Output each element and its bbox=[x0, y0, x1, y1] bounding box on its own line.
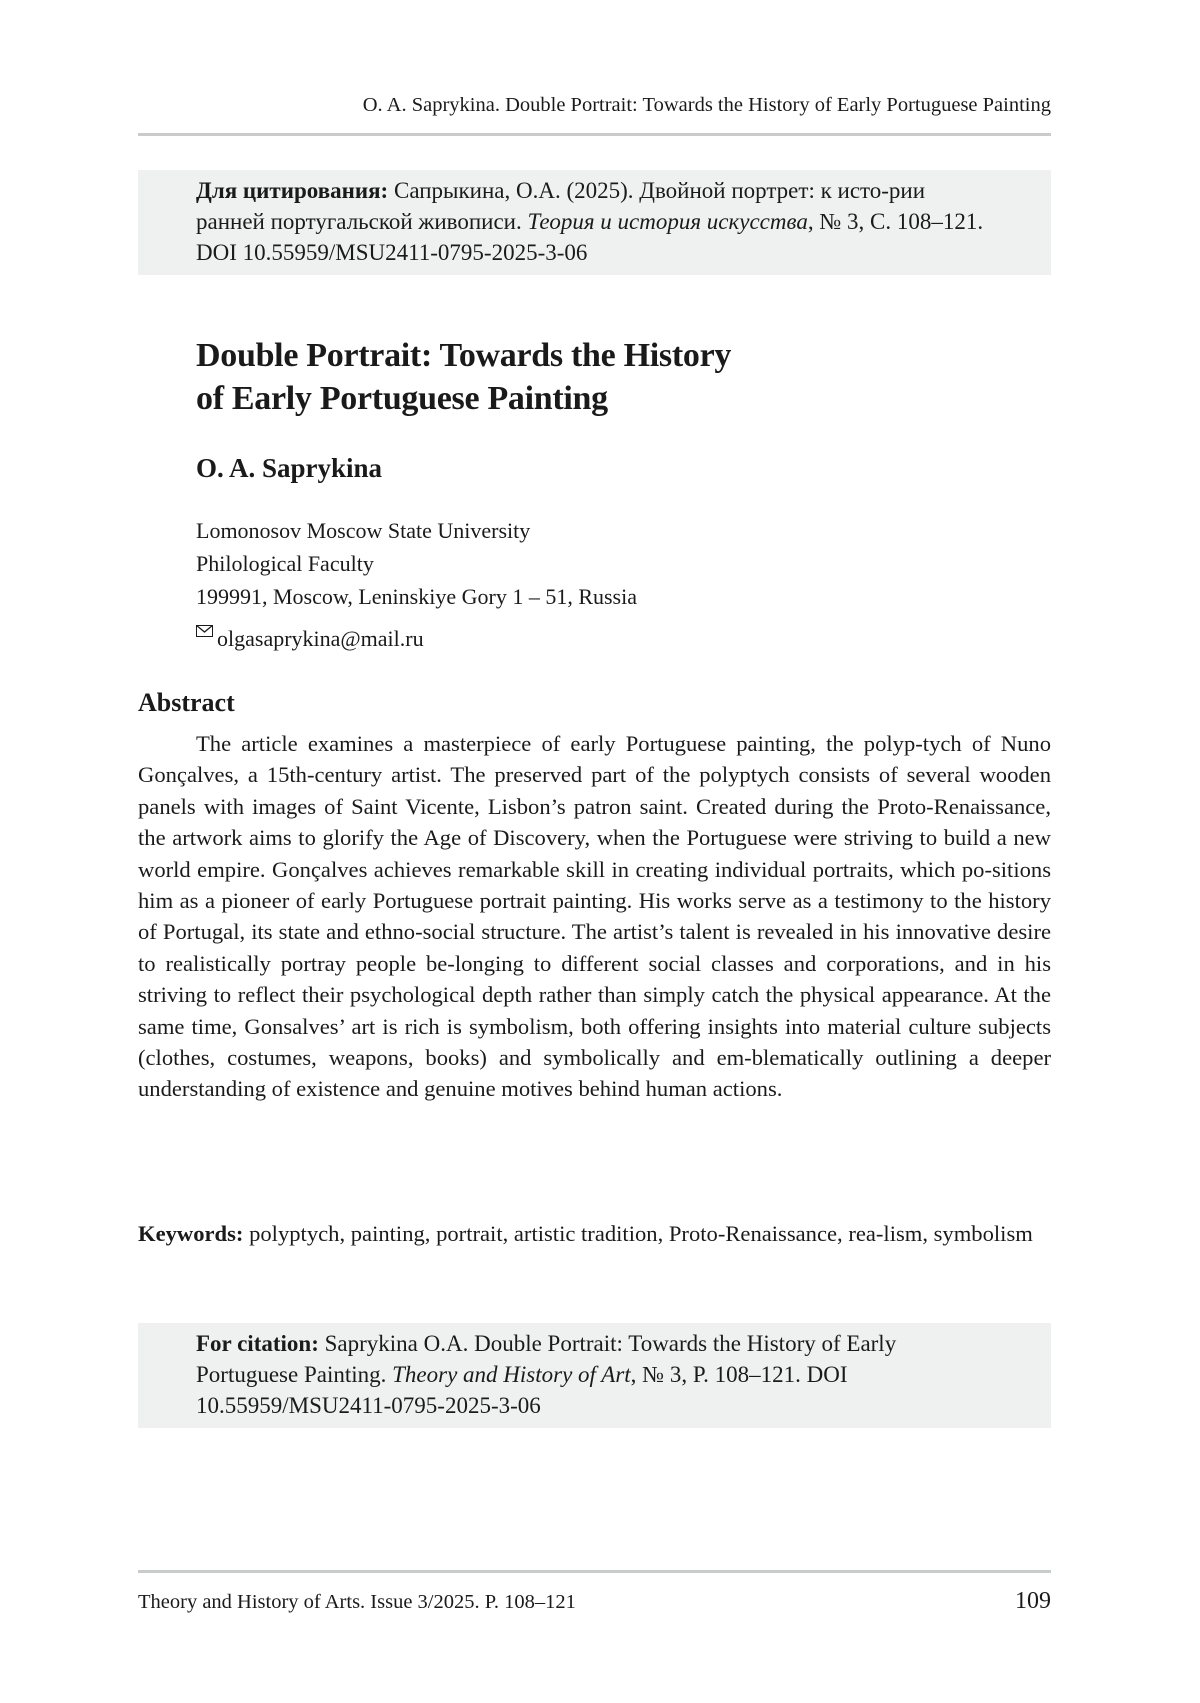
citation-en-text: Saprykina O.A. Double Portrait: Towards the History of Early Portuguese Painting. bbox=[196, 1331, 897, 1387]
citation-box-english bbox=[138, 1323, 1051, 1428]
email-address[interactable]: olgasaprykina@mail.ru bbox=[217, 626, 424, 651]
keywords-label: Keywords: bbox=[138, 1221, 244, 1246]
footer-journal-issue: Theory and History of Arts. Issue 3/2025. P. 108–121 bbox=[138, 1591, 576, 1613]
article-title-line-2: of Early Portuguese Painting bbox=[196, 380, 608, 417]
footer-divider bbox=[138, 1570, 1051, 1573]
citation-en-journal: Theory and History of Art bbox=[392, 1362, 631, 1387]
abstract-heading: Abstract bbox=[138, 688, 235, 717]
envelope-icon bbox=[196, 625, 213, 637]
keywords-list: polyptych, painting, portrait, artistic tradition, Proto-Renaissance, rea-lism, symbolism bbox=[243, 1221, 1033, 1246]
citation-en-details: , № 3, P. 108–121. DOI 10.55959/MSU2411-0795-2025-3-06 bbox=[196, 1362, 848, 1418]
citation-box-russian bbox=[138, 170, 1051, 275]
affiliation-university: Lomonosov Moscow State University bbox=[196, 518, 531, 543]
citation-ru-journal: Теория и история искусства bbox=[527, 209, 808, 234]
citation-en-label: For citation: bbox=[196, 1331, 319, 1356]
citation-ru-label: Для цитирования: bbox=[196, 178, 389, 203]
article-title bbox=[196, 334, 896, 420]
affiliation-block bbox=[196, 514, 637, 613]
header-divider bbox=[138, 133, 1051, 136]
keywords bbox=[138, 1218, 1051, 1249]
article-title-line-1: Double Portrait: Towards the History bbox=[196, 337, 732, 374]
affiliation-faculty: Philological Faculty bbox=[196, 551, 374, 576]
affiliation-address: 199991, Moscow, Leninskiye Gory 1 – 51, Russia bbox=[196, 584, 637, 609]
citation-ru-text: Сапрыкина, О.А. (2025). Двойной портрет: к исто-рии ранней португальской живописи. bbox=[196, 178, 926, 234]
page-number: 109 bbox=[1015, 1588, 1051, 1614]
running-header: O. A. Saprykina. Double Portrait: Towards the History of Early Portuguese Painting bbox=[362, 94, 1051, 116]
author-email bbox=[196, 624, 424, 654]
author-name: O. A. Saprykina bbox=[196, 453, 383, 483]
citation-ru-details: , № 3, С. 108–121. DOI 10.55959/MSU2411-0795-2025-3-06 bbox=[196, 209, 984, 265]
abstract-text: The article examines a masterpiece of early Portuguese painting, the polyp-tych of Nuno Gonçalves, a 15th-century artist. The preserved part of the polyptych consists of several wooden panels with images of Saint Vicente, Lisbon’s patron saint. Created during the Proto-Renaissance, the artwork aims to glorify the Age of Discovery, when the Portuguese were striving to build a new world empire. Gonçalves achieves remarkable skill in creating individual portraits, which po-sitions him as a pioneer of early Portuguese portrait painting. His works serve as a testimony to the history of Portugal, its state and ethno-social structure. The artist’s talent is revealed in his innovative desire to realistically portray people be-longing to different social classes and corporations, and in his striving to reflect their psychological depth rather than simply catch the physical appearance. At the same time, Gonsalves’ art is rich is symbolism, both offering insights into material culture subjects (clothes, costumes, weapons, books) and symbolically and em-blematically outlining a deeper understanding of existence and genuine motives behind human actions. bbox=[138, 731, 1051, 1102]
